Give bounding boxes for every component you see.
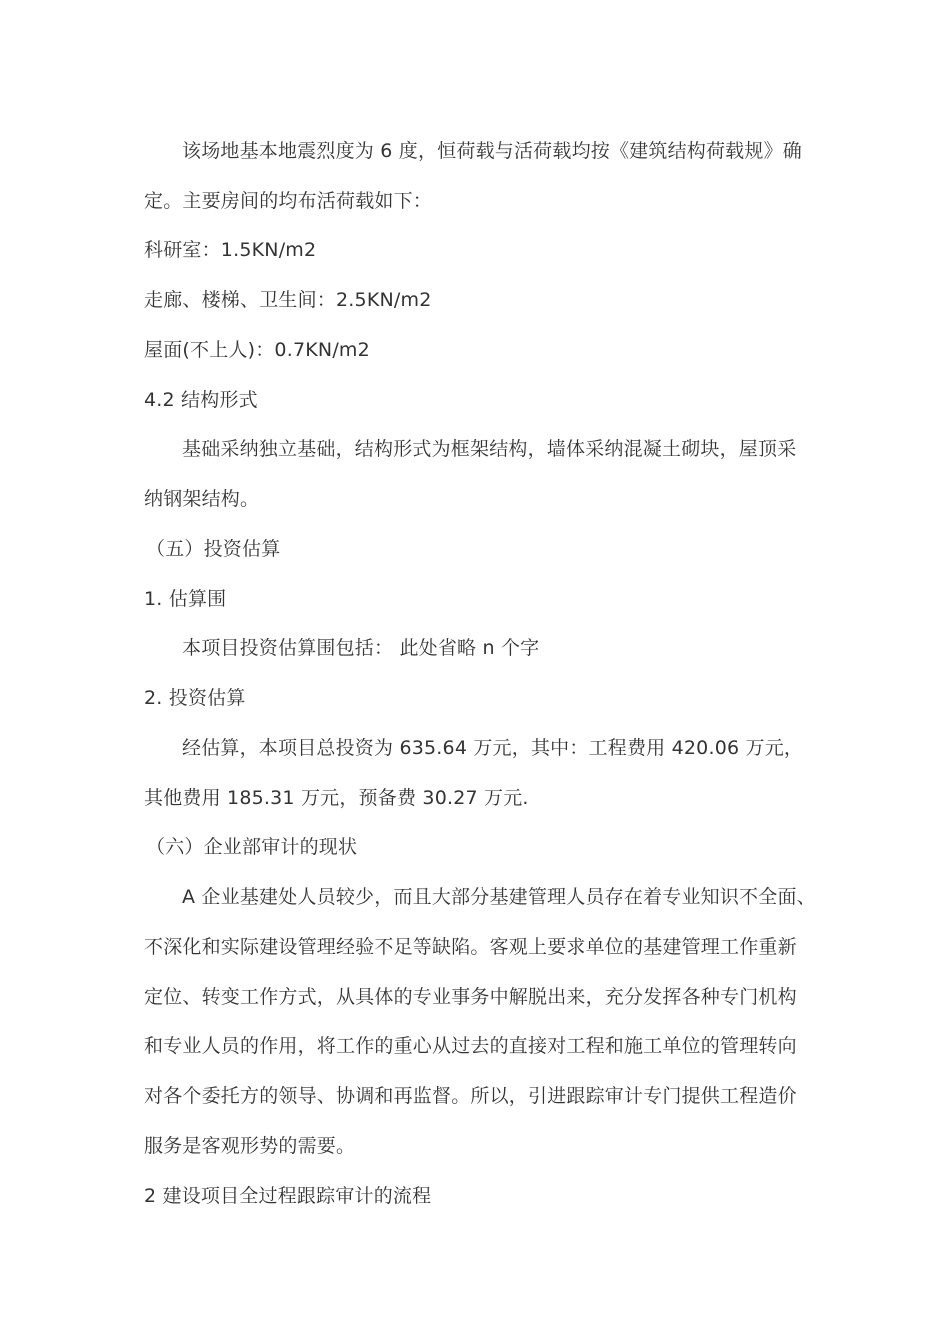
list-item: 走廊、楼梯、卫生间：2.5KN/m2	[144, 289, 432, 311]
section-heading: 2. 投资估算	[144, 687, 246, 709]
paragraph-line: 定位、转变工作方式，从具体的专业事务中解脱出来，充分发挥各种专门机构	[144, 986, 797, 1008]
paragraph-line: 不深化和实际建设管理经验不足等缺陷。客观上要求单位的基建管理工作重新	[144, 936, 797, 958]
section-heading: 4.2 结构形式	[144, 389, 258, 411]
paragraph-line: 其他费用 185.31 万元，预备费 30.27 万元.	[144, 787, 529, 809]
paragraph-line: 该场地基本地震烈度为 6 度，恒荷载与活荷载均按《建筑结构荷载规》确	[182, 140, 802, 162]
section-heading: （五）投资估算	[146, 538, 281, 560]
paragraph-line: 定。主要房间的均布活荷载如下：	[144, 190, 433, 212]
paragraph-line: 对各个委托方的领导、协调和再监督。所以，引进跟踪审计专门提供工程造价	[144, 1085, 797, 1107]
paragraph-line: 基础采纳独立基础，结构形式为框架结构，墙体采纳混凝土砌块，屋顶采	[182, 438, 797, 460]
paragraph-line: 经估算，本项目总投资为 635.64 万元，其中：工程费用 420.06 万元，	[182, 737, 804, 759]
paragraph-line: 本项目投资估算围包括： 此处省略 n 个字	[182, 637, 540, 659]
paragraph-line: 和专业人员的作用，将工作的重心从过去的直接对工程和施工单位的管理转向	[144, 1035, 797, 1057]
list-item: 屋面(不上人)：0.7KN/m2	[144, 339, 370, 361]
section-heading: （六）企业部审计的现状	[146, 836, 358, 858]
paragraph-line: A 企业基建处人员较少，而且大部分基建管理人员存在着专业知识不全面、	[182, 886, 816, 908]
paragraph-line: 纳钢架结构。	[144, 488, 260, 510]
section-heading: 2 建设项目全过程跟踪审计的流程	[144, 1185, 432, 1207]
paragraph-line: 服务是客观形势的需要。	[144, 1135, 356, 1157]
list-item: 科研室：1.5KN/m2	[144, 239, 317, 261]
section-heading: 1. 估算围	[144, 588, 227, 610]
